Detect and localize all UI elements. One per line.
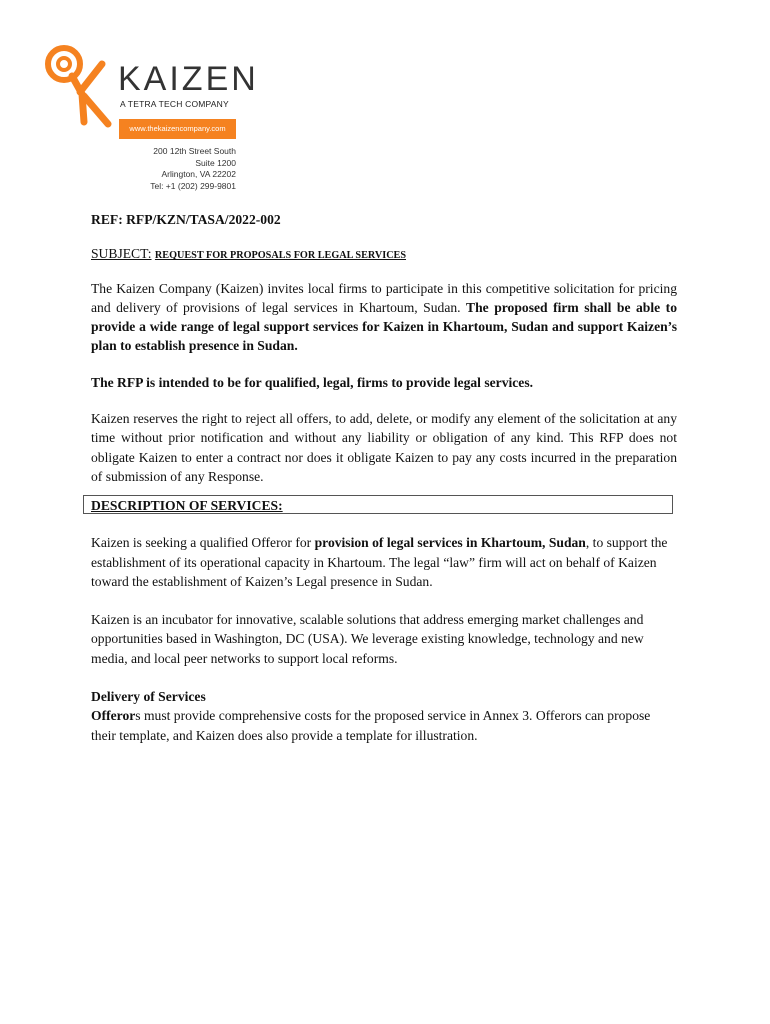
intro-paragraph bbox=[91, 279, 677, 356]
intro-text: The Kaizen Company (Kaizen) invites local firms to participate in this competitive solicitation for pricing and delivery of provisions of legal services in Khartoum, Sudan. bbox=[91, 280, 677, 315]
website-url: www.thekaizencompany.com bbox=[119, 119, 236, 139]
seeking-bold-text: provision of legal services in Khartoum, Sudan bbox=[314, 535, 586, 551]
address-line: Suite 1200 bbox=[195, 157, 236, 168]
company-logo bbox=[44, 44, 259, 194]
address-line: 200 12th Street South bbox=[153, 146, 236, 156]
subject-label: SUBJECT: bbox=[91, 246, 152, 262]
logo-name: KAIZEN bbox=[118, 60, 259, 98]
reference-number: REF: RFP/KZN/TASA/2022-002 bbox=[91, 212, 281, 227]
intro-bold-text: The proposed firm shall be able to provide a wide range of legal support services for Kaizen in Khartoum, Sudan and support Kaizen’s plan to establish presence in Sudan. bbox=[91, 299, 677, 354]
kaizen-logo-icon bbox=[44, 44, 119, 129]
logo-tagline: A TETRA TECH COMPANY bbox=[120, 99, 229, 109]
seeking-paragraph bbox=[91, 533, 677, 591]
intent-paragraph: The RFP is intended to be for qualified, legal, firms to provide legal services. bbox=[91, 374, 534, 390]
subject-line bbox=[91, 244, 677, 265]
address-phone: Tel: +1 (202) 299-9801 bbox=[150, 180, 236, 191]
address-line: Arlington, VA 22202 bbox=[161, 169, 236, 179]
delivery-text: s must provide comprehensive costs for the proposed service in Annex 3. Offerors can propose their template, and Kaizen does also provide a template for illustration. bbox=[91, 708, 651, 743]
incubator-paragraph: Kaizen is an incubator for innovative, scalable solutions that address emerging market challenges and opportunities based in Washington, DC (USA). We leverage existing knowledge, technology and new media, and local peer networks to support local reforms. bbox=[91, 612, 644, 666]
delivery-bold-text: Offeror bbox=[91, 708, 136, 724]
document-body bbox=[91, 210, 677, 745]
delivery-paragraph bbox=[91, 706, 677, 745]
company-address bbox=[104, 146, 236, 192]
description-heading: DESCRIPTION OF SERVICES: bbox=[83, 495, 673, 514]
seeking-text: Kaizen is seeking a qualified Offeror for bbox=[91, 535, 315, 551]
seeking-text-end: , to support the establishment of its operational capacity in Khartoum. The legal “law” firm will act on behalf of Kaizen toward the establishment of Kaizen’s Legal presence in Sudan. bbox=[91, 535, 668, 589]
delivery-heading: Delivery of Services bbox=[91, 689, 206, 705]
reservation-paragraph: Kaizen reserves the right to reject all offers, to add, delete, or modify any element of the solicitation at any time without prior notification and without any liability or obligation of any kind. This RFP does not obligate Kaizen to enter a contract nor does it obligate Kaizen to pay any costs incurred in the preparation of submission of any Response. bbox=[91, 411, 677, 484]
subject-text: REQUEST FOR PROPOSALS FOR LEGAL SERVICES bbox=[154, 250, 407, 262]
